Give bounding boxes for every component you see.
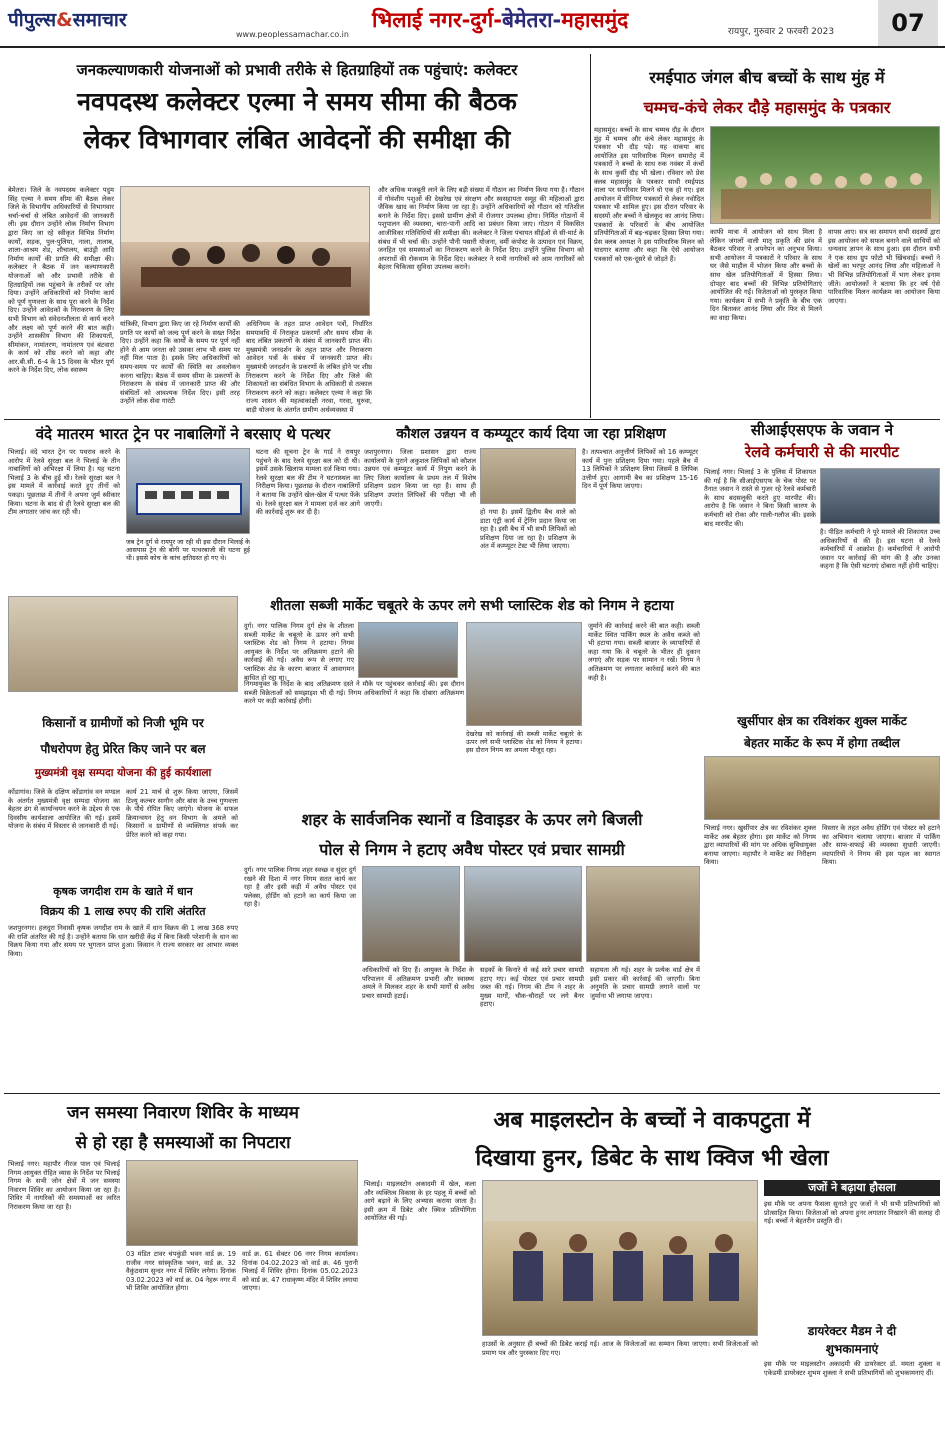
train-illustration [127,449,250,534]
milestone-col-2: हाउसों के अनुसार ही बच्चों की डिबेट कराई गई। आज के विजेताओं का सम्मान किया जाएगा। सभी विजेताओं को प्रमाण पत्र और पुरस्कार दिए गए। [482,1340,758,1357]
group-illustration [711,127,940,224]
column-rule [590,54,591,418]
forest-col-3: वापस आए। सत्र का समापन सभी सदस्यों द्वारा इस आयोजन को सफल बनाने वाले साथियों को धन्यवाद ज्ञापन के साथ हुआ। इस दौरान सभी ने एक साथ ग्रुप फोटो भी खिंचवाई। बच्चों ने खेलों का भरपूर आनंद लिया और महिलाओं ने भी विभिन्न प्रतियोगिताओं में भाग लेकर इनाम जीते। आयोजकों ने बताया कि हर वर्ष ऐसे पारिवारिक मिलन कार्यक्रम का आयोजन किया जाएगा। [828,228,940,305]
shivir-col-2: 03 मंडित टावर चंपकुंडी भवन वार्ड क्र. 19 राजीव नगर सांस्कृतिक भवन, वार्ड क्र. 32 वैकुंठधाम सुन्दर नगर में शिविर लगेगा। दिनांक 03.02.2023 को वार्ड क्र. 04 नेहरू नगर में भी शिविर आयोजित होगा। [126,1250,236,1293]
shivir-camp-photo [126,1160,358,1246]
milestone-col-1: भिलाई। माइलस्टोन अकादमी में खेल, कला और व्यक्तित्व विकास के हर पहलू में बच्चों को आगे बढ़ाने के लिए अभ्यास कराया जाता है। इसी क्रम में डिबेट और क्विज प्रतियोगिता आयोजित की गई। [364,1180,476,1223]
page-number: 07 [878,0,938,46]
logo-ampersand: & [56,9,73,31]
section-title [372,6,628,34]
shivir-col-3: वार्ड क्र. 61 सेक्टर 06 नगर निगम कार्यालय। दिनांक 04.02.2023 को वार्ड क्र. 46 पुरानी भिलाई में शिविर होगा। दिनांक 05.02.2023 को वार्ड क्र. 47 राधाकृष्ण मंदिर में शिविर लगाया जाएगा। [242,1250,358,1293]
shivir-headline-1: जन समस्या निवारण शिविर के माध्यम [67,1103,299,1123]
khursipar-col-2: विस्तार के तहत अवैध होर्डिंग एवं पोस्टर को हटाने का अभियान चलाया जाएगा। बाजार में पार्किंग और साफ-सफाई की व्यवस्था सुधारी जाएगी। व्यापारियों ने निगम की इस पहल का स्वागत किया। [822,824,940,867]
shed-market-photo-1 [358,622,458,678]
train-col-2: घटना की सूचना ट्रेन के गार्ड ने रायपुर पहुंचने के बाद रेलवे सुरक्षा बल को दी थी। इसमें उसके खिलाफ मामला दर्ज किया गया। रेलवे सुरक्षा बल की टीम ने घटनास्थल का निरीक्षण किया। पूछताछ के दौरान नाबालिगों ने बताया कि उन्होंने खेल-खेल में पत्थर फेंके थे। रेलवे सुरक्षा बल ने मामला दर्ज कर आगे की कार्रवाई शुरू कर दी है। [256,448,360,517]
skill-headline: कौशल उन्नयन व कम्प्यूटर कार्य दिया जा रहा प्रशिक्षण [396,426,666,442]
skill-col-3: है। तत्पश्चात अनुत्तीर्ण लिपिकों को 16 कम्प्यूटर कार्य में पुनः प्रशिक्षण दिया गया। पहले बैच में 13 लिपिकों ने प्रशिक्षण लिया जिसमें 8 लिपिक उत्तीर्ण हुए। आगामी बैच का प्रशिक्षण 15-16 दिन में पूर्ण किया जाएगा। [582,448,698,491]
lead-col-3: अधिनियम के तहत प्राप्त आवेदन पत्रों, निर्धारित समयावधि में निराकृत प्रकरणों और समय सीमा के बाद लंबित प्रकरणों के संबंध में जानकारी प्राप्त की। मुख्यमंत्री जनदर्शन के तहत प्राप्त और निराकरण आवेदन पत्रों के संबंध में जानकारी प्राप्त की। मुख्यमंत्री जनदर्शन के प्रकरणों के लंबित होने पर शीघ्र निराकरण करने के निर्देश दिए और जिले की शिकायतों का संबंधित विभाग के अधिकारी से तत्काल निराकरण करने को कहा। कलेक्टर एल्मा ने कहा कि राज्य शासन की महत्वाकांक्षी नरवा, गरवा, घुरुवा, बाड़ी योजना के अंतर्गत ग्रामीण अर्थव्यवस्था में [246,320,372,414]
train-caption: जब ट्रेन दुर्ग से रायपुर जा रही थी इस दौरान भिलाई के आसपास ट्रेन की बोगी पर पत्थरबाजी की घटना हुई थी। इससे कोच के कांच क्षतिग्रस्त हो गए थे। [126,538,250,562]
skill-classroom-photo [480,448,576,504]
newspaper-logo[interactable] [8,6,127,32]
shed-col-3: जुर्माने की कार्रवाई करने की बात कही। सब्जी मार्केट स्थित पार्किंग स्थल के अवैध कब्जे को भी हटाया गया। सब्जी बाजार के व्यापारियों से कहा गया कि वे चबूतरे के भीतर ही दुकान लगाएं और सड़क पर सामान न रखें। निगम ने अतिक्रमण पर लगातार कार्रवाई करने की बात कही है। [588,622,700,682]
khursipar-headline-1: खुर्सीपार क्षेत्र का रविशंकर शुक्ल मार्केट [737,714,907,728]
lead-headline-2: लेकर विभागवार लंबित आवेदनों की समीक्षा की [83,125,511,154]
cisf-headline-1: सीआईएसएफ के जवान ने [750,421,894,439]
poster-col-1: दुर्ग। नगर पालिक निगम शहर स्वच्छ व सुंदर दुर्ग रखने की दिशा में नगर निगम सतत कार्य कर रहा है और इसी कड़ी में अवैध पोस्टर एवं फ्लेक्स, होर्डिंग को हटाने का कार्य किया जा रहा है। [244,866,356,909]
shed-market-photo-2 [466,622,582,726]
kisan-col-1: कोंडागांव। जिले के दक्षिण कोंडागांव वन मण्डल के अंतर्गत मुख्यमंत्री वृक्ष सम्पदा योजना का बेहतर ढंग से कार्यान्वयन करने के उद्देश्य से एक दिवसीय कार्यशाला आयोजित की गई। इसमें योजना के संबंध में विस्तार से जानकारी दी गई। [8,788,120,831]
cisf-crowd-photo [820,468,940,524]
forest-headline-2: चम्मच-कंचे लेकर दौड़े महासमुंद के पत्रकार [643,98,891,117]
lead-col-4: और अधिक मजबूती लाने के लिए बड़ी संख्या में गौठान का निर्माण किया गया है। गौठान में गोवंशीय पशुओं की देखरेख एवं संरक्षण और स्वसहायता समूह की महिलाओं द्वारा जैविक खाद का निर्माण किया जा रहा है। उन्होंने अधिकारियों को गौठान को गतिशील बनाने के निर्देश दिए। इससे ग्रामीण क्षेत्रों में रोजगार उपलब्ध होगा। निर्मित गोठानों में पशुपालन की व्यवस्था, चारा-पानी आदि का प्रबंधन किया जाए। गोठान में विकसित आजीविका गतिविधियों की समीक्षा की। कलेक्टर ने जिला पंचायत सीईओ से सी-मार्ट के संबंध में भी चर्चा की। उन्होंने पौनी पसारी योजना, वर्मी कंपोस्ट के उत्पादन एवं विक्रय, जनहित एवं समस्याओं का निराकरण करने के निर्देश दिए। उन्होंने पुलिस विभाग को अपराधों की रोकथाम के निर्देश दिए। कलेक्टर ने सभी नागरिकों को आम नागरिकों को बेहतर चिकित्सा सुविधा उपलब्ध कराने। [378,186,584,272]
students-illustration [483,1181,758,1336]
poster-photo-2 [464,866,582,962]
poster-headline-1: शहर के सार्वजनिक स्थानों व डिवाइडर के ऊपर लगे बिजली [301,810,643,829]
shed-col-2: निगमायुक्त के निर्देश के बाद अतिक्रमण दस्ते ने मौके पर पहुंचकर कार्रवाई की। इस दौरान सब्जी विक्रेताओं को समझाइश भी दी गई। निगम अधिकारियों ने कहा कि दोबारा अतिक्रमण करने पर कड़ी कार्रवाई होगी। [244,680,464,706]
shed-headline: शीतला सब्जी मार्केट चबूतरे के ऊपर लगे सभी प्लास्टिक शेड को निगम ने हटाया [270,598,674,614]
lead-meeting-photo [120,186,370,316]
masthead [0,0,945,48]
milestone-side-head-2: शुभकामनाएं [825,1342,879,1356]
kisan-subhead: मुख्यमंत्री वृक्ष सम्पदा योजना की हुई कार्यशाला [34,767,212,779]
cisf-headline-2: रेलवे कर्मचारी से की मारपीट [745,443,899,461]
milestone-side-text: इस मौके पर अपना फैसला सुनाते हुए जजों ने भी सभी प्रतिभागियों को प्रोत्साहित किया। विजेताओं को अपना हुनर लगातार निखारने की सलाह दी गई। बच्चों ने बेहतरीन प्रस्तुति दी। [764,1200,940,1226]
khursipar-col-1: भिलाई नगर। खुर्सीपार क्षेत्र का रविशंकर शुक्ल मार्केट अब बेहतर होगा। इस मार्केट को निगम द्वारा व्यापारियों की मांग पर अधिक सुविधायुक्त बनाया जाएगा। महापौर ने मार्केट का निरीक्षण किया। [704,824,816,867]
skill-col-1: जशपुरनगर। जिला प्रशासन द्वारा राज्य कार्यालयों के पुराने अकुशल लिपिकों को कौशल उन्नयन एवं कम्प्यूटर कार्य में निपुण करने के लिए जिला कार्यालय के प्रथम तल में विशेष प्रशिक्षण प्रदान किया जा रहा है। साथ ही प्रशिक्षण उपरांत लिपिकों की परीक्षा भी ली जाएगी। [364,448,476,508]
logo-right: समाचार [72,9,127,31]
train-photo [126,448,250,534]
dhan-headline-1: कृषक जगदीश राम के खाते में धान [53,885,193,898]
khursipar-market-photo [704,756,940,820]
section-title-red2: महासमुंद [561,8,629,32]
meeting-illustration [121,187,370,316]
shivir-headline-2: से हो रहा है समस्याओं का निपटारा [75,1133,291,1153]
website-url[interactable]: www.peoplessamachar.co.in [236,30,349,39]
forest-headline-1: रमईपाठ जंगल बीच बच्चों के साथ मुंह में [649,68,885,87]
train-headline: वंदे मातरम भारत ट्रेन पर नाबालिगों ने बरसाए थे पत्थर [35,425,331,443]
kisan-headline-2: पौधरोपण हेतु प्रेरित किए जाने पर बल [40,742,206,756]
forest-group-photo [710,126,940,224]
cisf-col-2: है। पीड़ित कर्मचारी ने पूरे मामले की शिकायत उच्च अधिकारियों से की है। इस घटना से रेलवे कर्मचारियों में आक्रोश है। कर्मचारियों ने आरोपी जवान पर कार्रवाई की मांग की है और उनका कहना है कि ऐसी घटनाएं दोबारा नहीं होनी चाहिए। [820,528,940,571]
horizontal-rule-bottom [4,1093,940,1094]
lead-col-1: बेमेतरा। जिले के नवपदस्थ कलेक्टर पदुम सिंह एल्मा ने समय सीमा की बैठक लेकर जिले के विभागीय अधिकारियों से विभागवार चर्चा-चर्चा से लंबित आवेदनों की जानकारी ली। इस दौरान उन्होंने लोक निर्माण विभाग द्वारा किए जा रहे स्वीकृत विभिन्न निर्माण कार्यों, सड़क, पुल-पुलिया, नाला, तालाब, शाला-आश्रम शेड, शौचालय, बाउंड्री आदि निर्माण कार्यों की प्रगति की समीक्षा की। कलेक्टर ने बैठक में जन कल्याणकारी योजनाओं को और प्रभावी तरीके से हितग्राहियों तक पहुंचाने के तरीकों पर जोर दिया। उन्होंने अधिकारियों को निर्माण कार्य को पूर्ण गुणवत्ता के साथ पूरा करने के निर्देश दिए। उन्होंने आवेदकों के निराकरण के लिए सभी विभाग को संवेदनशीलता से कार्य करने और लक्ष्य को पूर्ण करने की बात कही। उन्होंने शासकीय विभाग की शिकायतों, सीमांकन, नामांतरण, नामांतरण एवं बंटवारा के कार्य को शीघ्र करने को कहा और आर.बी.सी. 6-4 के 15 दिवस के भीतर पूर्ण करने के निर्देश दिए, लोक स्वास्थ्य [8,186,114,375]
section-title-red: भिलाई नगर-दुर्ग- [372,8,502,32]
forest-col-1: महासमुंद। बच्चों के साथ चम्मच दौड़ के दौरान मुंह में चम्मच और कंचे लेकर महासमुंद के पत्रकार भी दौड़ पड़े। यह वाकया बाद आयोजित इस पारिवारिक मिलन समारोह में पत्रकारों ने बच्चों के साथ रुक नवंबर में कंचों के साथ कुर्सी दौड़ भी खेला। रविवार को प्रेस क्लब महासमुंद के पत्रकार साथी रमईपाठ वाला पर सपरिवार मिलने वो एक हो गए। इस आयोजन में सीनियर पत्रकारों से लेकर नवोदित पत्रकार भी शामिल हुए। इस दौरान परिवार के सदस्यों और बच्चों ने खेलकूद का आनंद लिया। पत्रकारों के परिवारों के बीच आयोजित प्रतियोगिताओं में बढ़-चढ़कर हिस्सा लिया गया। प्रेस क्लब अध्यक्ष ने इस पारिवारिक मिलन को यादगार बताया और कहा कि ऐसे आयोजन पत्रकारों को एक-दूसरे से जोड़ते हैं। [594,126,704,263]
dhan-body: जशपुरनगर। हलदुरा निवासी कृषक जगदीश राम के खाते में धान विक्रय की 1 लाख 368 रुपए की राशि अंतरित की गई है। उन्होंने बताया कि धान खरीदी केंद्र में बिना किसी परेशानी के धान का विक्रय किया गया और समय पर भुगतान प्राप्त हुआ। किसान ने राज्य सरकार का आभार व्यक्त किया। [8,924,238,958]
forest-col-2: काफी मात्रा में आयोजन को साथ मिला है लेकिन जंगलों वाली मातृ प्रकृति की छांव में बैठकर परिवार ने अपनेपन का अनुभव किया। सभी आयोजन में पत्रकारों ने परिवार के साथ घर जैसे माहौल में भोजन किया और बच्चों के साथ खेल प्रतियोगिताओं में हिस्सा लिया। दोपहर बाद बच्चों की विभिन्न प्रतियोगिताएं आयोजित की गईं। विजेताओं को पुरस्कृत किया गया। कार्यक्रम में सभी ने प्रकृति के बीच एक दिन बिताकर आनंद लिया और फिर से मिलने का वादा किया। [710,228,822,322]
poster-col-2: अधिकारियों को दिए हैं। आयुक्त के निर्देश के परिपालन में अतिक्रमण प्रभारी और स्वास्थ्य अमले ने मिलकर शहर के सभी मार्गों से अवैध प्रचार सामग्री हटाई। [362,966,474,1000]
poster-photo-1 [362,866,460,962]
khursipar-headline-2: बेहतर मार्केट के रूप में होगा तब्दील [744,736,900,750]
poster-headline-2: पोल से निगम ने हटाए अवैध पोस्टर एवं प्रचार सामग्री [319,840,625,859]
milestone-debate-photo [482,1180,758,1336]
kisan-workshop-photo [8,596,238,692]
dhan-headline-2: विक्रय की 1 लाख रुपए की राशि अंतरित [40,905,206,918]
section-title-dark: बेमेतरा- [501,8,562,32]
shed-col-1: दुर्ग। नगर पालिक निगम दुर्ग क्षेत्र के शीतला सब्जी मार्केट के चबूतरे के ऊपर लगे सभी प्लास्टिक शेड को निगम ने हटाया। निगम आयुक्त के निर्देश पर अतिक्रमण हटाने की कार्रवाई की गई। अवैध रूप से लगाए गए प्लास्टिक शेड के कारण बाजार में आवागमन बाधित हो रहा था। [244,622,354,682]
milestone-side-text-2: इस मौके पर माइलस्टोन अकादमी की डायरेक्टर डॉ. ममता शुक्ला व एकेडमी डायरेक्टर शुभम शुक्ला ने सभी प्रतिभागियों को शुभकामनाएं दीं। [764,1360,940,1377]
logo-left: पीपुल्स [8,9,57,31]
shivir-col-1: भिलाई नगर। महापौर नीरज पाल एवं भिलाई निगम आयुक्त रोहित व्यास के निर्देश पर भिलाई निगम के सभी जोन क्षेत्रों में जन समस्या निवारण शिविर का आयोजन किया जा रहा है। शिविर में नागरिकों की समस्याओं का त्वरित निराकरण किया जा रहा है। [8,1160,120,1211]
dateline: रायपुर, गुरुवार 2 फरवरी 2023 [728,27,835,37]
lead-headline-1: नवपदस्थ कलेक्टर एल्मा ने समय सीमा की बैठक [77,87,517,116]
kisan-col-2: कार्य 21 मार्च से शुरू किया जाएगा, जिसमें टिश्यू कल्चर सागौन और बांस के उच्च गुणवत्ता के पौधे रोपित किए जाएंगे। योजना के सफल क्रियान्वयन हेतु वन विभाग के अमले को किसानों व ग्रामीणों से व्यक्तिगत संपर्क कर प्रेरित करने को कहा गया। [126,788,238,839]
shed-caption: देखरेख को कार्रवाई की सब्जी मार्केट चबूतरे के ऊपर लगे सभी प्लास्टिक शेड को निगम ने हटाया। इस दौरान निगम का अमला मौजूद रहा। [466,730,582,754]
train-col-1: भिलाई। वंदे भारत ट्रेन पर पथराव करने के आरोप में रेलवे सुरक्षा बल ने भिलाई के तीन नाबालिगों को अभिरक्षा में लिया है। यह घटना भिलाई 3 के बीच हुई थी। रेलवे सुरक्षा बल ने इस मामले में कार्रवाई करते हुए तीनों को पकड़ा। पूछताछ में तीनों ने अपना जुर्म स्वीकार किया। घटना के बाद से ही रेलवे सुरक्षा बल की टीम लगातार जांच कर रही थी। [8,448,120,517]
milestone-side-head-1: डायरेक्टर मैडम ने दी [807,1324,897,1338]
poster-col-3: सड़कों के किनारे से कई सारे प्रचार सामग्री हटाए गए। कई पोस्टर एवं प्रचार सामग्री जब्त की गई। निगम की टीम ने शहर के मुख्य मार्गों, चौक-चौराहों पर लगे बैनर हटाए। [480,966,584,1009]
kisan-headline-1: किसानों व ग्रामीणों को निजी भूमि पर [42,716,204,730]
cisf-col-1: भिलाई नगर। भिलाई 3 के पुलिस में शिकायत की गई है कि सीआईएसएफ के चेक पोस्ट पर तैनात जवान ने रास्ते से गुजर रहे रेलवे कर्मचारी के साथ बदसलूकी करते हुए मारपीट की। आरोप है कि जवान ने बिना किसी कारण के कर्मचारी को रोका और गाली-गलौज की। इसके बाद मारपीट की। [704,468,816,528]
milestone-judges-tag: जजों ने बढ़ाया हौसला [764,1180,940,1196]
lead-kicker: जनकल्याणकारी योजनाओं को प्रभावी तरीके से हितग्राहियों तक पहुंचाएं: कलेक्टर [76,61,518,79]
poster-col-4: सहायता ली गई। शहर के प्रत्येक वार्ड क्षेत्र में इसी प्रकार की कार्रवाई की जाएगी। बिना अनुमति के प्रचार सामग्री लगाने वालों पर जुर्माना भी लगाया जाएगा। [590,966,700,1000]
skill-col-2: हो गया है। इसमें द्वितीय बैच वाले को डाटा एंट्री कार्य में ट्रेनिंग प्रदान किया जा रहा है। इसी बैच में भी सभी लिपिकों को प्रशिक्षण दिया जा रहा है। प्रशिक्षण के अंत में कम्प्यूटर टेस्ट भी लिया जाएगा। [480,508,576,551]
lead-col-2: यांत्रिकी, विभाग द्वारा किए जा रहे निर्माण कार्यों की प्रगति पर कार्यों को जल्द पूर्ण करने के सख्त निर्देश दिए। उन्होंने कहा कि कार्यों के समय पर पूर्ण नहीं होने से आम जनता को उसका लाभ भी समय पर नहीं मिल पाता है। इसके लिए अधिकारियों को समय-समय पर कार्यों की स्थिति का अवलोकन करना चाहिए। बैठक में समय सीमा के प्रकरणों के निराकरण के संबंध में जानकारी प्राप्त की और संबंधितों को आवश्यक निर्देश दिए। इसी तरह उन्होंने लोक सेवा गारंटी [120,320,240,406]
milestone-headline-2: दिखाया हुनर, डिबेट के साथ क्विज भी खेला [475,1146,829,1171]
poster-photo-3 [586,866,700,962]
milestone-headline-1: अब माइलस्टोन के बच्चों ने वाकपटुता में [493,1108,811,1133]
